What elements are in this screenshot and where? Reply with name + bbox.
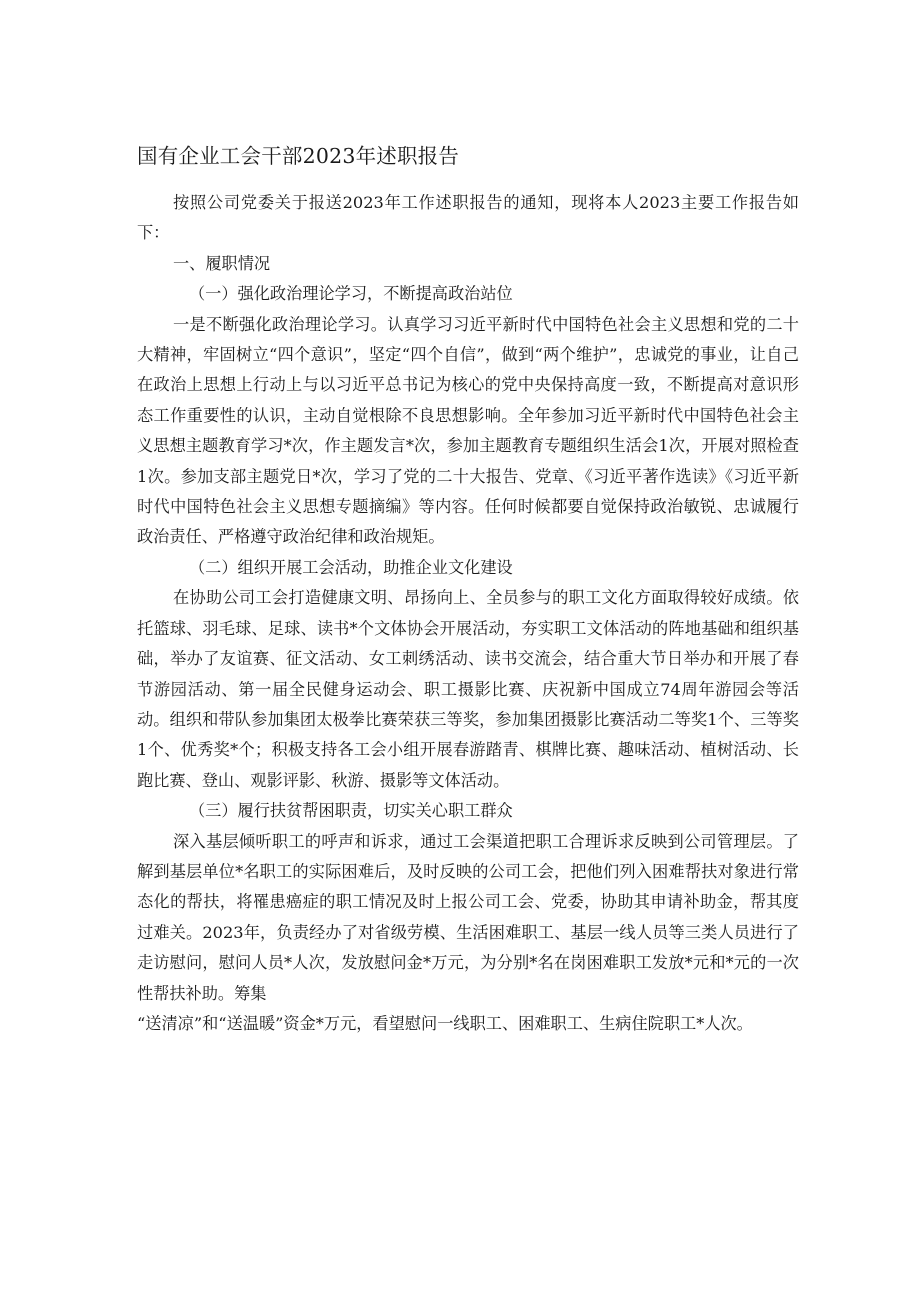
section-heading-performance: 一、履职情况 (173, 253, 271, 273)
subsection-heading-political-study: （一）强化政治理论学习，不断提高政治站位 (189, 284, 513, 304)
subsection-heading-poverty-relief: （三）履行扶贫帮困职责，切实关心职工群众 (189, 801, 513, 821)
subsection-heading-union-activities: （二）组织开展工会活动，助推企业文化建设 (189, 557, 513, 577)
paragraph-union-activities: 在协助公司工会打造健康文明、昂扬向上、全员参与的职工文化方面取得较好成绩。依托篮球、羽毛球、足球、读书*个文体协会开展活动，夯实职工文体活动的阵地基础和组织基础，举办了友谊赛、征文活动、女工刺绣活动、读书交流会，结合重大节日举办和开展了春节游园活动、第一届全民健身运动会、职工摄影比赛、庆祝新中国成立74周年游园会等活动。组织和带队参加集团太极拳比赛荣获三等奖，参加集团摄影比赛活动二等奖1个、三等奖1个、优秀奖*个；积极支持各工会小组开展春游踏青、棋牌比赛、趣味活动、植树活动、长跑比赛、登山、观影评影、秋游、摄影等文体活动。 (137, 588, 799, 790)
document-title: 国有企业工会干部2023年述职报告 (137, 144, 460, 168)
paragraph-poverty-relief-continued: “送清凉”和“送温暖”资金*万元，看望慰问一线职工、困难职工、生病住院职工*人次。 (137, 1013, 753, 1033)
paragraph-political-study: 一是不断强化政治理论学习。认真学习习近平新时代中国特色社会主义思想和党的二十大精神，牢固树立“四个意识”，坚定“四个自信”，做到“两个维护”，忠诚党的事业，让自己在政治上思想上行动上与以习近平总书记为核心的党中央保持高度一致，不断提高对意识形态工作重要性的认识，主动自觉根除不良思想影响。全年参加习近平新时代中国特色社会主义思想主题教育学习*次，作主题发言*次，参加主题教育专题组织生活会1次，开展对照检查1次。参加支部主题党日*次，学习了党的二十大报告、党章、《习近平著作选读》《习近平新时代中国特色社会主义思想专题摘编》等内容。任何时候都要自觉保持政治敏锐、忠诚履行政治责任、严格遵守政治纪律和政治规矩。 (137, 314, 799, 547)
intro-paragraph: 按照公司党委关于报送2023年工作述职报告的通知，现将本人2023主要工作报告如下： (137, 193, 799, 243)
document-body (137, 188, 799, 1039)
paragraph-poverty-relief: 深入基层倾听职工的呼声和诉求，通过工会渠道把职工合理诉求反映到公司管理层。了解到基层单位*名职工的实际困难后，及时反映的公司工会，把他们列入困难帮扶对象进行常态化的帮扶，将罹患癌症的职工情况及时上报公司工会、党委，协助其申请补助金，帮其度过难关。2023年，负责经办了对省级劳模、生活困难职工、基层一线人员等三类人员进行了走访慰问，慰问人员*人次，发放慰问金*万元，为分别*名在岗困难职工发放*元和*元的一次性帮扶补助。筹集 (137, 831, 799, 1003)
